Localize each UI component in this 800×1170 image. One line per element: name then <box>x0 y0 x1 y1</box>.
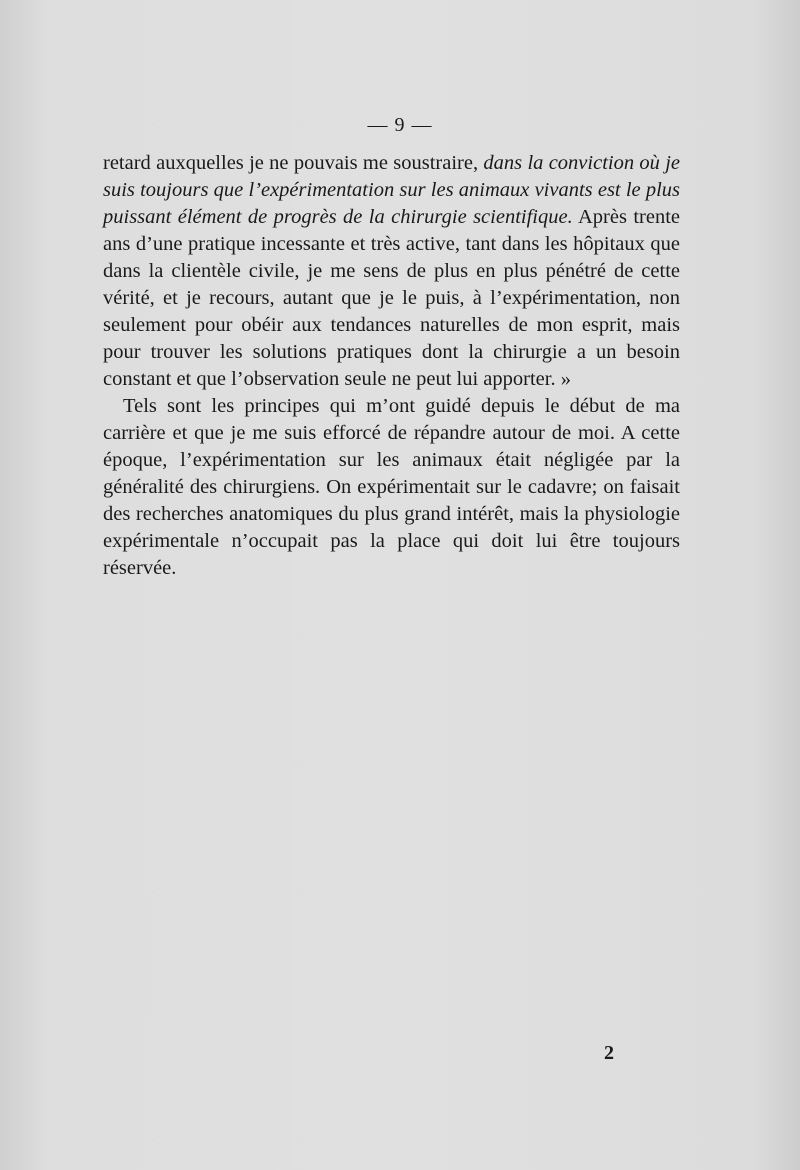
paragraph: Tels sont les principes qui m’ont guidé depuis le début de ma carrière et que je me suis efforcé de répandre autour de moi. A cette époque, l’expérimentation sur les animaux était négligée par la généralité des chirurgiens. On expérimentait sur le cadavre; on faisait des recherches anatomiques du plus grand intérêt, mais la physiologie expérimentale n’occupait pas la place qui doit lui être toujours réservée. <box>103 395 680 579</box>
paragraph <box>103 150 680 393</box>
paragraph-text: Après trente ans d’une pratique incessante et très active, tant dans les hôpitaux que dans la clientèle civile, je me sens de plus en plus pénétré de cette vérité, et je recours, autant que je le puis, à l’expérimentation, non seulement pour obéir aux tendances naturelles de mon esprit, mais pour trouver les solutions pratiques dont la chirurgie a un besoin constant et que l’observation seule ne peut lui apporter. » <box>103 206 680 390</box>
bleed-through-texture <box>105 600 705 630</box>
italic-quote: dans la conviction où je suis toujours que l’expérimentation sur les animaux vivants est le plus puissant élément de progrès de la chirurgie scientifique. <box>103 152 680 228</box>
page-number: — 9 — <box>367 114 433 136</box>
body-text <box>103 150 680 582</box>
signature-mark: 2 <box>604 1042 614 1064</box>
paragraph-text: retard auxquelles je ne pouvais me soustraire, <box>103 152 484 174</box>
